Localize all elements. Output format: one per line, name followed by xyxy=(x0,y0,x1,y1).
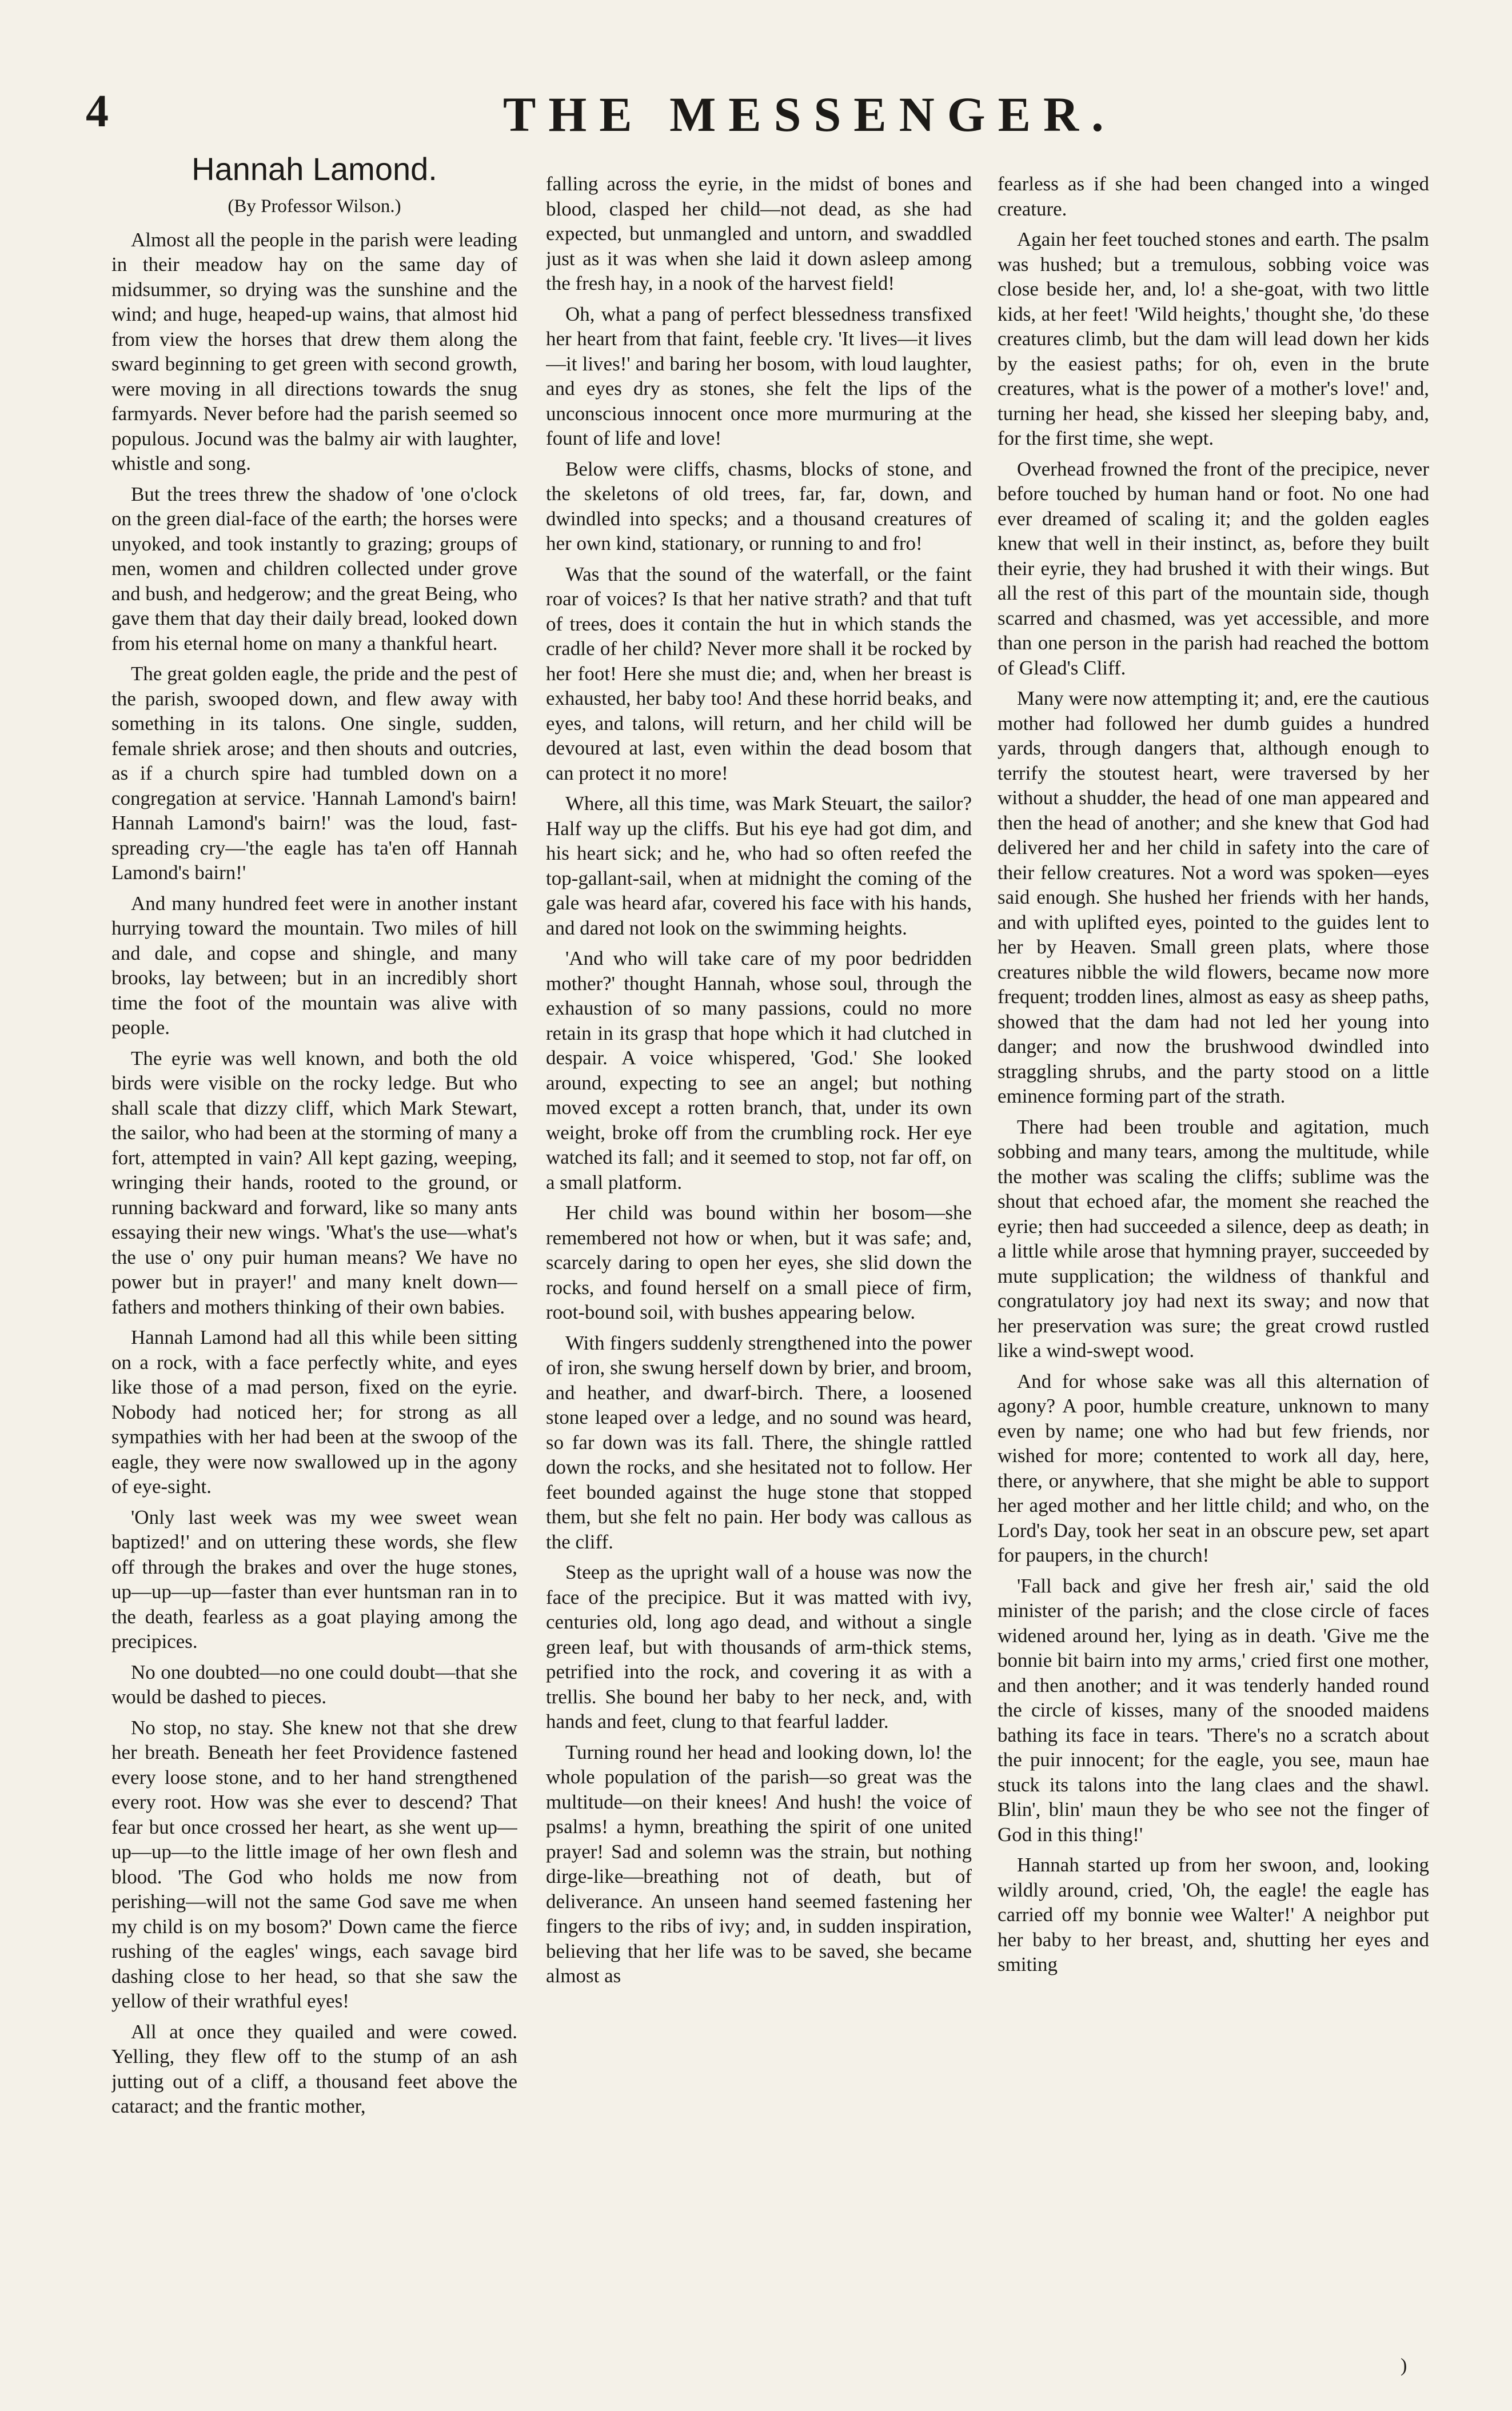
column-3 xyxy=(998,171,1429,2344)
masthead-title: THE MESSENGER. xyxy=(503,87,1116,142)
paragraph: There had been trouble and agitation, much sobbing and many tears, among the multitude, while the mother was scaling the cliffs; sublime was the shout that echoed afar, the moment she reached the eyrie; then had succeeded a silence, deep as death; in a little while arose that hymning prayer, succeeded by mute supplication; the wildness of thankful and congratulatory joy had next its sway; and now that her preservation was sure; the great crowd rustled like a wind-swept wood. xyxy=(998,1115,1429,1362)
paragraph: 'Only last week was my wee sweet wean baptized!' and on uttering these words, she flew off through the brakes and over the huge stones, up—up—up—faster than ever huntsman ran in to the death, fearless as a goat playing among the precipices. xyxy=(111,1506,517,1652)
paragraph: falling across the eyrie, in the midst of bones and blood, clasped her child—not dead, as she had expected, but unmangled and untorn, and swaddled just as it was when she laid it down asleep among the fresh hay, in a nook of the harvest field! xyxy=(546,173,972,294)
column-2 xyxy=(546,171,972,2378)
paragraph: Steep as the upright wall of a house was now the face of the precipice. But it was matted with ivy, centuries old, long ago dead, and without a single green leaf, but with thousands of arm-thick stems, petrified into the rock, and covering it as with a trellis. She bound her baby to her neck, and, with hands and feet, clung to that fearful ladder. xyxy=(546,1561,972,1733)
paragraph: The great golden eagle, the pride and the pest of the parish, swooped down, and flew away with something in its talons. One single, sudden, female shriek arose; and then shouts and outcries, as if a church spire had tumbled down on a congregation at service. 'Hannah Lamond's bairn! Hannah Lamond's bairn!' was the loud, fast-spreading cry—'the eagle has ta'en off Hannah Lamond's bairn!' xyxy=(111,662,517,884)
paragraph: Her child was bound within her bosom—she remembered not how or when, but it was safe; and, scarcely daring to open her eyes, she slid down the rocks, and found herself on a small piece of firm, root-bound soil, with bushes appearing below. xyxy=(546,1201,972,1323)
paragraph: Overhead frowned the front of the precipice, never before touched by human hand or foot. No one had ever dreamed of scaling it; and the golden eagles knew that well in their instinct, as, before they built their eyrie, they had brushed it with their wings. But all the rest of this part of the mountain side, though scarred and chasmed, was yet accessible, and more than one person in the parish had reached the bottom of Glead's Cliff. xyxy=(998,457,1429,679)
paragraph: Again her feet touched stones and earth. The psalm was hushed; but a tremulous, sobbing voice was close beside her, and, lo! a she-goat, with two little kids, at her feet! 'Wild heights,' thought she, 'do these creatures climb, but the dam will lead down her kids by the easiest paths; for oh, even in the brute creatures, what is the power of a mother's love!' and, turning her head, she kissed her sleeping baby, and, for the first time, she wept. xyxy=(998,228,1429,449)
paragraph: No one doubted—no one could doubt—that she would be dashed to pieces. xyxy=(111,1660,517,1708)
paragraph: 'Fall back and give her fresh air,' said the old minister of the parish; and the close circle of faces widened around her, lying as in death. 'Give me the bonnie bit bairn into my arms,' cried first one mother, and then another; and it was tenderly handed round the circle of kisses, many of the snooded maidens bathing its face in tears. 'There's no a scratch about the puir innocent; for the eagle, you see, maun hae stuck its talons into the lang claes and the shawl. Blin', blin' maun they be who see not the finger of God in this thing!' xyxy=(998,1574,1429,1846)
paragraph: Hannah Lamond had all this while been sitting on a rock, with a face perfectly white, and eyes like those of a mad person, fixed on the eyrie. Nobody had noticed her; for strong as all sympathies with her had been at the swoop of the eagle, they were now swallowed up in the agony of eye-sight. xyxy=(111,1326,517,1498)
paragraph: Below were cliffs, chasms, blocks of stone, and the skeletons of old trees, far, far, down, and dwindled into specks; and a thousand creatures of her own kind, stationary, or running to and fro! xyxy=(546,457,972,554)
footer-mark: ) xyxy=(1401,2355,1407,2376)
paragraph: fearless as if she had been changed into a winged creature. xyxy=(998,173,1429,220)
paragraph: Was that the sound of the waterfall, or the faint roar of voices? Is that her native strath? and that tuft of trees, does it contain the hut in which stands the cradle of her child? Never more shall it be rocked by her foot! Here she must die; and, when her breast is exhausted, her baby too! And these horrid beaks, and eyes, and talons, will return, and her child will be devoured at last, even within the dead bosom that can protect it no more! xyxy=(546,562,972,784)
paragraph: And many hundred feet were in another instant hurrying toward the mountain. Two miles of hill and dale, and copse and shingle, and many brooks, lay between; but in an incredibly short time the foot of the mountain was alive with people. xyxy=(111,892,517,1039)
article-byline: (By Professor Wilson.) xyxy=(228,196,401,217)
paragraph: Where, all this time, was Mark Steuart, the sailor? Half way up the cliffs. But his eye had got dim, and his heart sick; and he, who had so often reefed the top-gallant-sail, when at midnight the coming of the gale was heard afar, covered his face with his hands, and dared not look on the swimming heights. xyxy=(546,792,972,939)
paragraph: No stop, no stay. She knew not that she drew her breath. Beneath her feet Providence fastened every loose stone, and to her hand strengthened every root. How was she ever to descend? That fear but once crossed her heart, as she went up—up—up—to the little image of her own flesh and blood. 'The God who holds me now from perishing—will not the same God save me when my child is on my bosom?' Down came the fierce rushing of the eagles' wings, each savage bird dashing close to her head, so that she saw the yellow of their wrathful eyes! xyxy=(111,1716,517,2012)
article-title: Hannah Lamond. xyxy=(192,151,437,187)
paragraph: All at once they quailed and were cowed. Yelling, they flew off to the stump of an ash jutting out of a cliff, a thousand feet above the cataract; and the frantic mother, xyxy=(111,2020,517,2117)
paragraph: Hannah started up from her swoon, and, looking wildly around, cried, 'Oh, the eagle! the eagle has carried off my bonnie wee Walter!' A neighbor put her baby to her breast, and, shutting her eyes and smiting xyxy=(998,1854,1429,1975)
paragraph: Oh, what a pang of perfect blessedness transfixed her heart from that faint, feeble cry. 'It lives—it lives—it lives!' and baring her bosom, with loud laughter, and eyes dry as stones, she felt the lips of the unconscious innocent once more murmuring at the fount of life and love! xyxy=(546,302,972,449)
paragraph: But the trees threw the shadow of 'one o'clock on the green dial-face of the earth; the horses were unyoked, and took instantly to grazing; groups of men, women and children collected under grove and bush, and hedgerow; and the great Being, who gave them that day their daily bread, looked down from his eternal home on many a thankful heart. xyxy=(111,482,517,654)
paragraph: With fingers suddenly strengthened into the power of iron, she swung herself down by brier, and broom, and heather, and dwarf-birch. There, a loosened stone leaped over a ledge, and no sound was heard, so far down was its fall. There, the shingle rattled down the rocks, and she hesitated not to follow. Her feet bounded against the huge stone that stopped them, but she felt no pain. Her body was callous as the cliff. xyxy=(546,1331,972,1553)
paragraph: The eyrie was well known, and both the old birds were visible on the rocky ledge. But who shall scale that dizzy cliff, which Mark Stewart, the sailor, who had been at the storming of many a fort, attempted in vain? All kept gazing, weeping, wringing their hands, rooted to the ground, or running backward and forward, like so many ants essaying their new wings. 'What's the use—what's the use o' ony puir human means? We have no power but in prayer!' and many knelt down—fathers and mothers thinking of their own babies. xyxy=(111,1047,517,1318)
paragraph: 'And who will take care of my poor bedridden mother?' thought Hannah, whose soul, through the exhaustion of so many passions, could no more retain in its grasp that hope which it had clutched in despair. A voice whispered, 'God.' She looked around, expecting to see an angel; but nothing moved except a rotten branch, that, under its own weight, broke off from the crumbling rock. Her eye watched its fall; and it seemed to stop, not far off, on a small platform. xyxy=(546,947,972,1193)
column-1 xyxy=(111,149,517,2344)
page-number: 4 xyxy=(86,86,109,137)
paragraph: Many were now attempting it; and, ere the cautious mother had followed her dumb guides a hundred yards, through dangers that, although enough to terrify the stoutest heart, were traversed by her without a shudder, the head of one man appeared and then the head of another; and she knew that God had delivered her and her child in safety into the care of their fellow creatures. Not a word was spoken—eyes said enough. She hushed her friends with her hands, and with uplifted eyes, pointed to the guides lent to her by Heaven. Small green plats, where those creatures nibble the wild flowers, became now more frequent; trodden lines, almost as easy as sheep paths, showed that the dam had not led her young into danger; and now the brushwood dwindled into straggling shrubs, and the party stood on a little eminence forming part of the strath. xyxy=(998,687,1429,1107)
paragraph: Turning round her head and looking down, lo! the whole population of the parish—so great was the multitude—on their knees! And hush! the voice of psalms! a hymn, breathing the spirit of one united prayer! Sad and solemn was the strain, but nothing dirge-like—breathing not of death, but of deliverance. An unseen hand seemed fastening her fingers to the ribs of ivy; and, in sudden inspiration, believing that her life was to be saved, she became almost as xyxy=(546,1741,972,1987)
paragraph: Almost all the people in the parish were leading in their meadow hay on the same day of midsummer, so drying was the sunshine and the wind; and huge, heaped-up wains, that almost hid from view the horses that drew them along the sward beginning to get green with second growth, were moving in all directions towards the snug farmyards. Never before had the parish seemed so populous. Jocund was the balmy air with laughter, whistle and song. xyxy=(111,228,517,474)
paragraph: And for whose sake was all this alternation of agony? A poor, humble creature, unknown to many even by name; one who had but few friends, nor wished for more; contented to work all day, here, there, or anywhere, that she might be able to support her aged mother and her little child; and who, on the Lord's Day, took her seat in an obscure pew, set apart for paupers, in the church! xyxy=(998,1370,1429,1566)
